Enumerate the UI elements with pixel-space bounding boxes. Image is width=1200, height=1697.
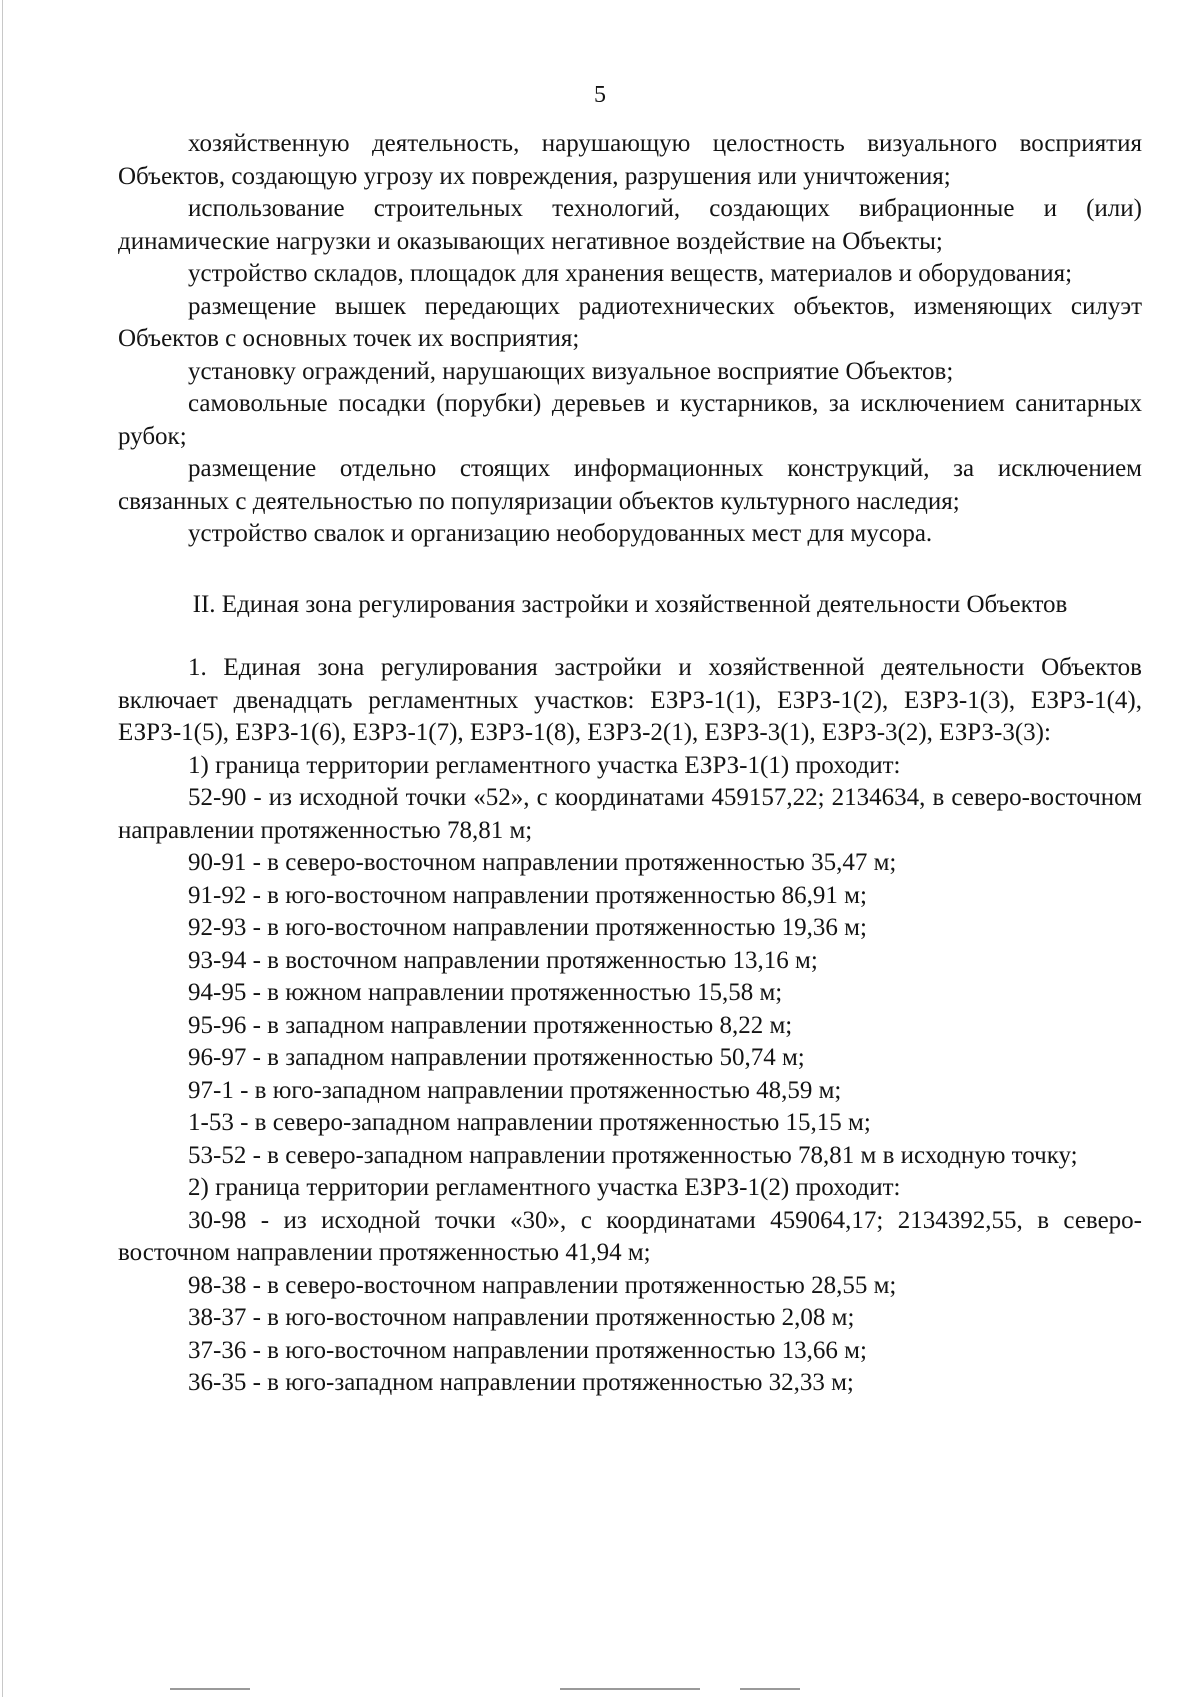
boundary-segment: 38-37 - в юго-восточном направлении протяженностью 2,08 м; [188,1304,855,1331]
section-heading: II. Единая зона регулирования застройки и хозяйственной деятельности Объектов [192,590,1068,618]
paragraph-restriction-4: размещение вышек передающих радиотехнических объектов, изменяющих силуэт Объектов с основных точек их восприятия; [118,292,1142,352]
boundary-segment: 53-52 - в северо-западном направлении протяженностью 78,81 м в исходную точку; [188,1141,1078,1169]
scan-edge-line [2,0,3,1697]
scan-artifact-bottom [560,1688,700,1690]
boundary-segment: 96-97 - в западном направлении протяженностью 50,74 м; [188,1044,805,1071]
boundary-segment: 1-53 - в северо-западном направлении протяженностью 15,15 м; [188,1109,871,1136]
boundary-segment: 95-96 - в западном направлении протяженностью 8,22 м; [188,1011,793,1039]
boundary-segment: 52-90 - из исходной точки «52», с координатами 459157,22; 2134634, в северо-восточном направлении протяженностью 78,81 м; [118,784,1142,844]
boundary-segment: 94-95 - в южном направлении протяженностью 15,58 м; [188,979,783,1006]
paragraph-restriction-8: устройство свалок и организацию необорудованных мест для мусора. [188,520,933,547]
boundary-segment: 90-91 - в северо-восточном направлении протяженностью 35,47 м; [188,849,897,876]
scan-artifact-bottom [740,1688,800,1690]
scan-artifact-bottom [170,1688,250,1690]
boundary-segment: 93-94 - в восточном направлении протяженностью 13,16 м; [188,946,818,974]
paragraph-restriction-1: хозяйственную деятельность, нарушающую целостность визуального восприятия Объектов, создающую угрозу их повреждения, разрушения или уничтожения; [118,130,1142,190]
paragraph-zone-description: 1. Единая зона регулирования застройки и хозяйственной деятельности Объектов включает двенадцать регламентных участков: ЕЗРЗ-1(1), ЕЗРЗ-1(2), ЕЗРЗ-1(3), ЕЗРЗ-1(4), ЕЗРЗ-1(5), ЕЗРЗ-1(6), ЕЗРЗ-1(7), ЕЗРЗ-1(8), ЕЗРЗ-2(1), ЕЗРЗ-3(1), ЕЗРЗ-3(2), ЕЗРЗ-3(3): [118,654,1142,746]
paragraph-restriction-6: самовольные посадки (порубки) деревьев и кустарников, за исключением санитарных рубок; [118,390,1142,450]
boundary-segment: 36-35 - в юго-западном направлении протяженностью 32,33 м; [188,1369,854,1396]
paragraph-restriction-5: установку ограждений, нарушающих визуальное восприятие Объектов; [188,357,954,385]
boundary-segment: 92-93 - в юго-восточном направлении протяженностью 19,36 м; [188,914,867,941]
paragraph-restriction-2: использование строительных технологий, создающих вибрационные и (или) динамические нагрузки и оказывающих негативное воздействие на Объекты; [118,195,1142,255]
paragraph-plot-1-title: 1) граница территории регламентного участка ЕЗРЗ-1(1) проходит: [188,751,901,779]
page-number: 5 [594,82,606,108]
boundary-segment: 30-98 - из исходной точки «30», с координатами 459064,17; 2134392,55, в северо-восточном направлении протяженностью 41,94 м; [118,1206,1142,1266]
paragraph-restriction-3: устройство складов, площадок для хранения веществ, материалов и оборудования; [188,260,1073,287]
boundary-segment: 98-38 - в северо-восточном направлении протяженностью 28,55 м; [188,1271,897,1299]
boundary-segment: 37-36 - в юго-восточном направлении протяженностью 13,66 м; [188,1336,867,1364]
document-body [118,128,1142,1400]
boundary-segment: 97-1 - в юго-западном направлении протяженностью 48,59 м; [188,1076,842,1104]
boundary-segment: 91-92 - в юго-восточном направлении протяженностью 86,91 м; [188,881,867,909]
paragraph-plot-2-title: 2) граница территории регламентного участка ЕЗРЗ-1(2) проходит: [188,1174,901,1201]
paragraph-restriction-7: размещение отдельно стоящих информационных конструкций, за исключением связанных с деятельностью по популяризации объектов культурного наследия; [118,455,1142,515]
